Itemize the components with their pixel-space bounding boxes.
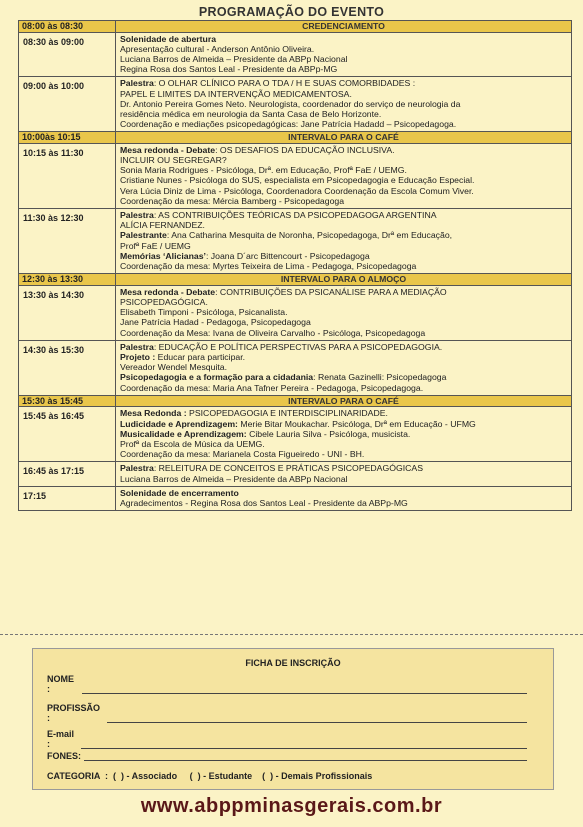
session-line: Jane Patrícia Hadad - Pedagoga, Psicopedagoga	[120, 317, 311, 328]
session-content	[116, 407, 572, 462]
session-text: : Renata Gazinelli: Psicopedagoga	[313, 372, 447, 383]
time-cell: 08:30 às 09:00	[19, 32, 116, 77]
session-text: : Joana D´arc Bittencourt - Psicopedagoga	[205, 250, 370, 261]
time-cell: 09:00 às 10:00	[19, 77, 116, 132]
session-line: Coordenação da Mesa: Ivana de Oliveira Carvalho - Psicóloga, Psicopedagoga	[120, 327, 426, 338]
name-line	[82, 684, 527, 694]
session-line: Coordenação da mesa: Mércia Bamberg - Psicopedagoga	[120, 195, 345, 206]
session-text: Psicopedagogia e a formação para a cidadania	[120, 372, 314, 383]
session-content	[116, 209, 572, 274]
session-line: Sonia Maria Rodrigues - Psicóloga, Drª. em Educação, Profª FaE / UEMG.	[120, 165, 407, 176]
session-line	[120, 251, 568, 261]
phone-line	[84, 751, 527, 761]
session-line: ALÍCIA FERNANDEZ.	[120, 220, 205, 231]
session-row	[19, 32, 572, 77]
session-text: : AS CONTRIBUIÇÕES TEÓRICAS DA PSICOPEDAGOGA ARGENTINA	[153, 210, 437, 221]
session-line: residência médica em neurologia da Santa Casa de Belo Horizonte.	[120, 108, 382, 119]
profession-field[interactable]	[47, 703, 527, 723]
session-row	[19, 143, 572, 208]
phone-field[interactable]	[47, 751, 527, 761]
session-content	[116, 32, 572, 77]
session-line: Solenidade de encerramento	[120, 487, 239, 498]
session-line: Coordenação da mesa: Myrtes Teixeira de Lima - Pedagoga, Psicopedagoga	[120, 261, 417, 272]
session-line: Vera Lúcia Diniz de Lima - Psicóloga, Coordenadora Coordenação da Escola Comum Viver.	[120, 185, 474, 196]
session-text: Mesa redonda - Debate	[120, 286, 216, 297]
break-label: INTERVALO PARA O ALMOÇO	[116, 274, 572, 286]
session-text: Educar para participar.	[155, 351, 246, 362]
session-line	[120, 372, 568, 382]
session-text: Musicalidade e Aprendizagem:	[120, 428, 247, 439]
cut-line-divider	[0, 634, 583, 635]
session-line	[120, 429, 568, 439]
session-line: Coordenação e mediações psicopedagógicas: Jane Patrícia Hadadd – Psicopedagoga.	[120, 119, 457, 130]
session-line	[120, 342, 568, 352]
session-line	[120, 352, 568, 362]
session-line: PSICOPEDAGÓGICA.	[120, 296, 208, 307]
time-cell: 16:45 às 17:15	[19, 462, 116, 486]
session-line: PAPEL E LIMITES DA INTERVENÇÃO MEDICAMENTOSA.	[120, 88, 352, 99]
session-line	[120, 210, 568, 220]
session-row	[19, 486, 572, 510]
session-content	[116, 285, 572, 340]
session-line: INCLUIR OU SEGREGAR?	[120, 155, 227, 166]
session-text: Merie Bitar Moukachar. Psicóloga, Drª em Educação - UFMG	[237, 418, 476, 429]
session-line	[120, 419, 568, 429]
time-cell: 10:15 às 11:30	[19, 143, 116, 208]
session-line: Apresentação cultural - Anderson Antônio Oliveira.	[120, 43, 315, 54]
break-label: CREDENCIAMENTO	[116, 21, 572, 33]
session-text: Cibele Lauria Silva - Psicóloga, musicista.	[246, 428, 411, 439]
time-cell: 08:00 às 08:30	[19, 21, 116, 33]
session-line: Vereador Wendel Mesquita.	[120, 362, 228, 373]
session-line: Coordenação da mesa: Maria Ana Tafner Pereira - Pedagoga, Psicopedagoga.	[120, 382, 424, 393]
registration-form	[32, 648, 554, 790]
name-label: NOME :	[47, 674, 74, 694]
session-content	[116, 462, 572, 486]
schedule-body	[19, 21, 572, 511]
session-content	[116, 486, 572, 510]
profession-line	[107, 713, 527, 723]
break-row	[19, 274, 572, 286]
session-text: Mesa Redonda :	[120, 408, 187, 419]
time-cell: 15:45 às 16:45	[19, 407, 116, 462]
session-row	[19, 407, 572, 462]
session-text: Mesa redonda - Debate	[120, 144, 216, 155]
session-line: Profª da Escola de Música da UEMG.	[120, 438, 265, 449]
session-line	[120, 463, 568, 473]
session-line: Solenidade de abertura	[120, 33, 217, 44]
session-row	[19, 462, 572, 486]
session-line	[120, 145, 568, 155]
session-text: : CONTRIBUIÇÕES DA PSICANÁLISE PARA A MEDIAÇÃO	[215, 286, 447, 297]
session-row	[19, 340, 572, 395]
time-cell: 10:00às 10:15	[19, 132, 116, 144]
session-line: Elisabeth Timponi - Psicóloga, Psicanalista.	[120, 307, 288, 318]
session-text: Palestra	[120, 210, 154, 221]
session-line	[120, 287, 568, 297]
session-text: : OS DESAFIOS DA EDUCAÇÃO INCLUSIVA.	[215, 144, 395, 155]
session-row	[19, 77, 572, 132]
time-cell: 17:15	[19, 486, 116, 510]
email-line	[81, 739, 527, 749]
time-cell: 13:30 às 14:30	[19, 285, 116, 340]
profession-label: PROFISSÃO :	[47, 703, 101, 723]
session-row	[19, 285, 572, 340]
session-text: : EDUCAÇÃO E POLÍTICA PERSPECTIVAS PARA A PSICOPEDAGOGIA.	[153, 341, 443, 352]
name-field[interactable]	[47, 674, 527, 694]
time-cell: 15:30 às 15:45	[19, 395, 116, 407]
form-title: FICHA DE INSCRIÇÃO	[245, 658, 341, 668]
website-url: www.abppminasgerais.com.br	[140, 795, 443, 817]
category-options[interactable]: CATEGORIA : ( ) - Associado ( ) - Estudante ( ) - Demais Profissionais	[47, 771, 373, 781]
time-cell: 11:30 às 12:30	[19, 209, 116, 274]
session-text: Memórias ‘Alicianas’	[120, 250, 206, 261]
session-row	[19, 209, 572, 274]
session-content	[116, 143, 572, 208]
session-line	[120, 230, 568, 240]
session-text: : Ana Catharina Mesquita de Noronha, Psicopedagoga, Drª em Educação,	[166, 230, 453, 241]
session-line: Cristiane Nunes - Psicóloga do SUS, especialista em Psicopedagogia e Educação Especial.	[120, 175, 475, 186]
session-text: : O OLHAR CLÍNICO PARA O TDA / H E SUAS COMORBIDADES :	[153, 78, 416, 89]
session-text: Palestra	[120, 341, 154, 352]
session-line: Agradecimentos - Regina Rosa dos Santos Leal - Presidente da ABPp-MG	[120, 497, 408, 508]
session-text: Ludicidade e Aprendizagem:	[120, 418, 238, 429]
session-line: Dr. Antonio Pereira Gomes Neto. Neurologista, coordenador do serviço de neurologia da	[120, 98, 461, 109]
time-cell: 12:30 às 13:30	[19, 274, 116, 286]
session-text: Palestra	[120, 78, 154, 89]
session-content	[116, 77, 572, 132]
session-line: Luciana Barros de Almeida – Presidente da ABPp Nacional	[120, 473, 348, 484]
break-label: INTERVALO PARA O CAFÉ	[116, 395, 572, 407]
time-cell: 14:30 às 15:30	[19, 340, 116, 395]
session-line: Profª FaE / UEMG	[120, 240, 191, 251]
session-text: Palestra	[120, 463, 154, 474]
page-title: PROGRAMAÇÃO DO EVENTO	[198, 5, 385, 19]
email-label: E-mail :	[47, 729, 75, 749]
session-text: Projeto :	[120, 351, 156, 362]
email-field[interactable]	[47, 729, 527, 749]
phone-label: FONES:	[47, 751, 82, 761]
schedule-table	[18, 20, 572, 511]
break-row	[19, 395, 572, 407]
session-content	[116, 340, 572, 395]
session-line: Regina Rosa dos Santos Leal - Presidente da ABPp-MG	[120, 64, 338, 75]
session-text: : RELEITURA DE CONCEITOS E PRÁTICAS PSICOPEDAGÓGICAS	[153, 463, 424, 474]
session-text: Palestrante	[120, 230, 167, 241]
session-line	[120, 78, 568, 88]
break-label: INTERVALO PARA O CAFÉ	[116, 132, 572, 144]
session-line: Luciana Barros de Almeida – Presidente da ABPp Nacional	[120, 53, 348, 64]
session-text: PSICOPEDAGOGIA E INTERDISCIPLINARIDADE.	[186, 408, 388, 419]
break-row	[19, 132, 572, 144]
session-line: Coordenação da mesa: Marianela Costa Figueiredo - UNI - BH.	[120, 449, 365, 460]
break-row	[19, 21, 572, 33]
session-line	[120, 408, 568, 418]
